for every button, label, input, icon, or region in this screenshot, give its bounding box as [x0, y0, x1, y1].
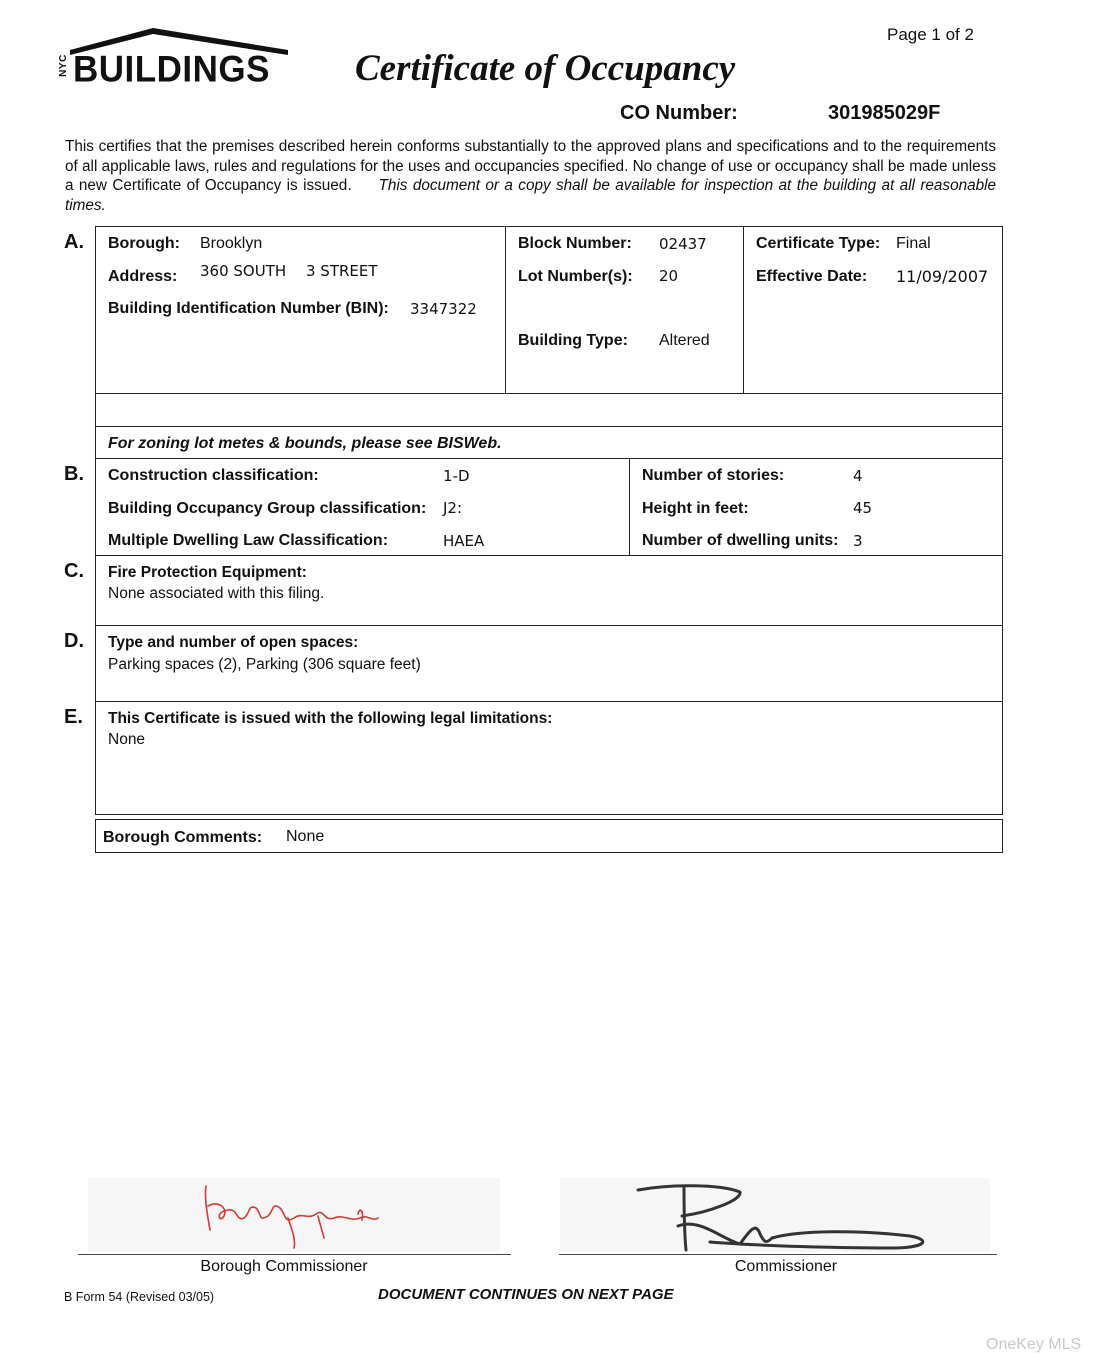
certificate-type-value: Final — [896, 235, 931, 252]
borough-commissioner-line — [78, 1254, 511, 1255]
borough-label: Borough: — [108, 235, 180, 252]
legal-limitations-label: This Certificate is issued with the following legal limitations: — [108, 710, 553, 727]
address-number: 360 SOUTH — [200, 262, 287, 280]
height-label: Height in feet: — [642, 500, 749, 517]
document-title: Certificate of Occupancy — [355, 48, 736, 89]
stories-value: 4 — [853, 467, 863, 485]
height-value: 45 — [853, 499, 873, 517]
mdl-label: Multiple Dwelling Law Classification: — [108, 532, 389, 549]
fire-protection-text: None associated with this filing. — [108, 585, 325, 602]
logo-prefix: NYC — [57, 54, 69, 77]
watermark: OneKey MLS — [986, 1336, 1082, 1353]
zoning-note: For zoning lot metes & bounds, please see BISWeb. — [108, 435, 502, 452]
section-c-letter: C. — [64, 560, 84, 582]
intro-paragraph — [65, 137, 996, 215]
section-a-divider-1 — [505, 226, 506, 393]
occupancy-group-value: J2: — [443, 499, 463, 517]
construction-label: Construction classification: — [108, 467, 319, 484]
dwelling-units-label: Number of dwelling units: — [642, 532, 839, 549]
section-a-letter: A. — [64, 231, 84, 253]
block-value: 02437 — [659, 235, 707, 253]
co-number-value: 301985029F — [828, 102, 941, 124]
open-spaces-text: Parking spaces (2), Parking (306 square feet) — [108, 656, 421, 673]
fire-protection-label: Fire Protection Equipment: — [108, 564, 307, 581]
construction-value: 1-D — [443, 467, 470, 485]
address-street: 3 STREET — [306, 262, 378, 280]
intro-text: This certifies that the premises described herein conforms substantially to the approved plans and specifications and to the requirements of all applicable laws, rules and regulations for the uses and occupancies specified. No change of use or occupancy shall be made unless a new Certificate of Occupancy is issued. — [65, 138, 996, 194]
borough-value: Brooklyn — [200, 235, 263, 252]
form-number: B Form 54 (Revised 03/05) — [64, 1290, 215, 1304]
borough-commissioner-signature — [88, 1178, 500, 1252]
borough-commissioner-caption: Borough Commissioner — [200, 1258, 368, 1275]
intro-italic-text: This document or a copy shall be available for inspection at the building at all reasonable times. — [65, 177, 997, 214]
section-b-letter: B. — [64, 463, 84, 485]
signature-mark — [88, 1178, 500, 1252]
co-number-label: CO Number: — [620, 102, 738, 124]
section-d-letter: D. — [64, 630, 84, 652]
occupancy-group-label: Building Occupancy Group classification: — [108, 500, 427, 517]
address-label: Address: — [108, 268, 178, 285]
lot-value: 20 — [659, 267, 679, 285]
building-type-value: Altered — [659, 332, 710, 349]
section-b-divider — [629, 458, 630, 556]
logo-text: BUILDINGS — [73, 49, 270, 90]
page-number: Page 1 of 2 — [887, 25, 974, 44]
block-label: Block Number: — [518, 235, 632, 252]
effective-date-label: Effective Date: — [756, 268, 868, 285]
bin-label: Building Identification Number (BIN): — [108, 300, 389, 317]
section-a-divider-2 — [743, 226, 744, 393]
borough-comments-text: None — [286, 828, 325, 845]
lot-label: Lot Number(s): — [518, 268, 633, 285]
borough-comments-label: Borough Comments: — [103, 829, 263, 846]
certificate-type-label: Certificate Type: — [756, 235, 881, 252]
section-a-rule-1 — [95, 393, 1003, 394]
section-a-rule-2 — [95, 426, 1003, 427]
open-spaces-label: Type and number of open spaces: — [108, 634, 359, 651]
stories-label: Number of stories: — [642, 467, 785, 484]
mdl-value: HAEA — [443, 532, 485, 550]
commissioner-signature — [560, 1178, 990, 1252]
commissioner-line — [559, 1254, 997, 1255]
legal-limitations-text: None — [108, 731, 146, 748]
commissioner-caption: Commissioner — [734, 1258, 838, 1275]
signature-mark — [560, 1178, 990, 1252]
section-e-letter: E. — [64, 706, 83, 728]
bin-value: 3347322 — [410, 300, 477, 318]
dwelling-units-value: 3 — [853, 532, 863, 550]
continues-note: DOCUMENT CONTINUES ON NEXT PAGE — [378, 1286, 674, 1303]
building-type-label: Building Type: — [518, 332, 628, 349]
effective-date-value: 11/09/2007 — [896, 267, 989, 286]
